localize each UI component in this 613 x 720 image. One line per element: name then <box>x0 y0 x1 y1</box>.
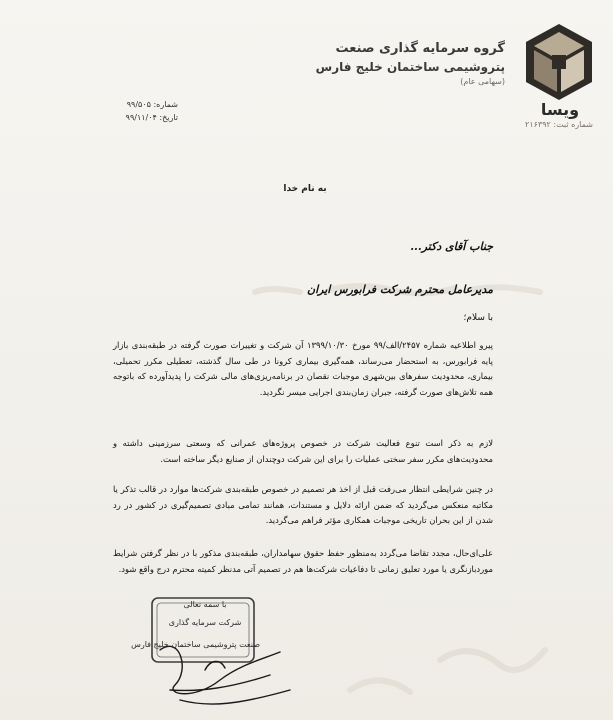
stamp-line-3: صنعت پتروشیمی ساختمان خلیج فارس <box>131 640 260 649</box>
company-name-block <box>285 40 505 88</box>
body-paragraph-3: در چنین شرایطی انتظار می‌رفت قبل از اخذ هر تصمیم در خصوص طبقه‌بندی شرکت‌ها موارد در قالب تذکر یا مکاتبه منعکس می‌گردید که ضمن ارائه دلایل و مستندات، همانند تمامی مبادی تصمیم‌گیری در کشور در رد شدن از این بحران تاریخی موجبات همکاری مؤثر فراهم می‌گردید. <box>113 484 493 525</box>
company-line-1: گروه سرمایه گذاری صنعت <box>335 41 505 56</box>
letter-meta <box>108 98 178 124</box>
body-paragraph-2: لازم به ذکر است تنوع فعالیت شرکت در خصوص پروژه‌های عمرانی که وسعتی سرزمینی داشته و محدودیت‌های مکرر سفر سختی عملیات را برای این شرکت دوچندان از صنایع دیگر ساخته است. <box>113 438 493 464</box>
body-paragraph-4: علی‌ای‌حال، مجدد تقاضا می‌گردد به‌منظور حفظ حقوق سهامداران، طبقه‌بندی مذکور با در نظر گرفتن شرایط موردبازنگری یا مورد تعلیق زمانی تا دفاعیات شرکت‌ها هم در تصمیم آتی مدنظر کمیته محترم درج واقع شود. <box>113 548 493 574</box>
addressee-line-1: جناب آقای دکتر... <box>410 240 493 253</box>
company-line-3: (سهامی عام) <box>460 77 505 86</box>
letter-date: تاریخ: ۹۹/۱۱/۰۴ <box>125 113 178 122</box>
brand-name: ویسا <box>540 100 580 119</box>
greeting: با سلام؛ <box>463 313 493 323</box>
letter-number: شماره: ۹۹/۵۰۵ <box>126 100 178 109</box>
registration-number: شماره ثبت: ۲۱۶۳۹۲ <box>525 120 593 129</box>
body-paragraph-1: پیرو اطلاعیه شماره ۲۴۵۷/الف/۹۹ مورخ ۱۳۹۹/۱۰/۳۰ آن شرکت و تغییرات صورت گرفته در طبقه‌بندی بازار پایه فرابورس، به استحضار می‌رساند، همه‌گیری بیماری کرونا در طی سال گذشته، تعطیلی مکرر تحمیلی، بیماری، محدودیت سفرهای بین‌شهری موجبات نقصان در برنامه‌ریزی‌های مالی شرکت را پدیدآورده که باتوجه همه تلاش‌های صورت گرفته، جبران زمان‌بندی اجرایی میسر نگردید. <box>113 340 493 397</box>
bismillah: به نام خدا <box>283 184 327 194</box>
handwritten-signature-icon <box>131 630 300 720</box>
stamp-line-1: با سمه تعالی <box>183 600 227 609</box>
addressee-line-2: مدیرعامل محترم شرکت فرابورس ایران <box>307 283 493 296</box>
company-line-2: پتروشیمی ساختمان خلیج فارس <box>315 60 505 74</box>
stamp-line-2: شرکت سرمایه گذاری <box>168 618 242 627</box>
company-logo-icon <box>524 22 594 102</box>
